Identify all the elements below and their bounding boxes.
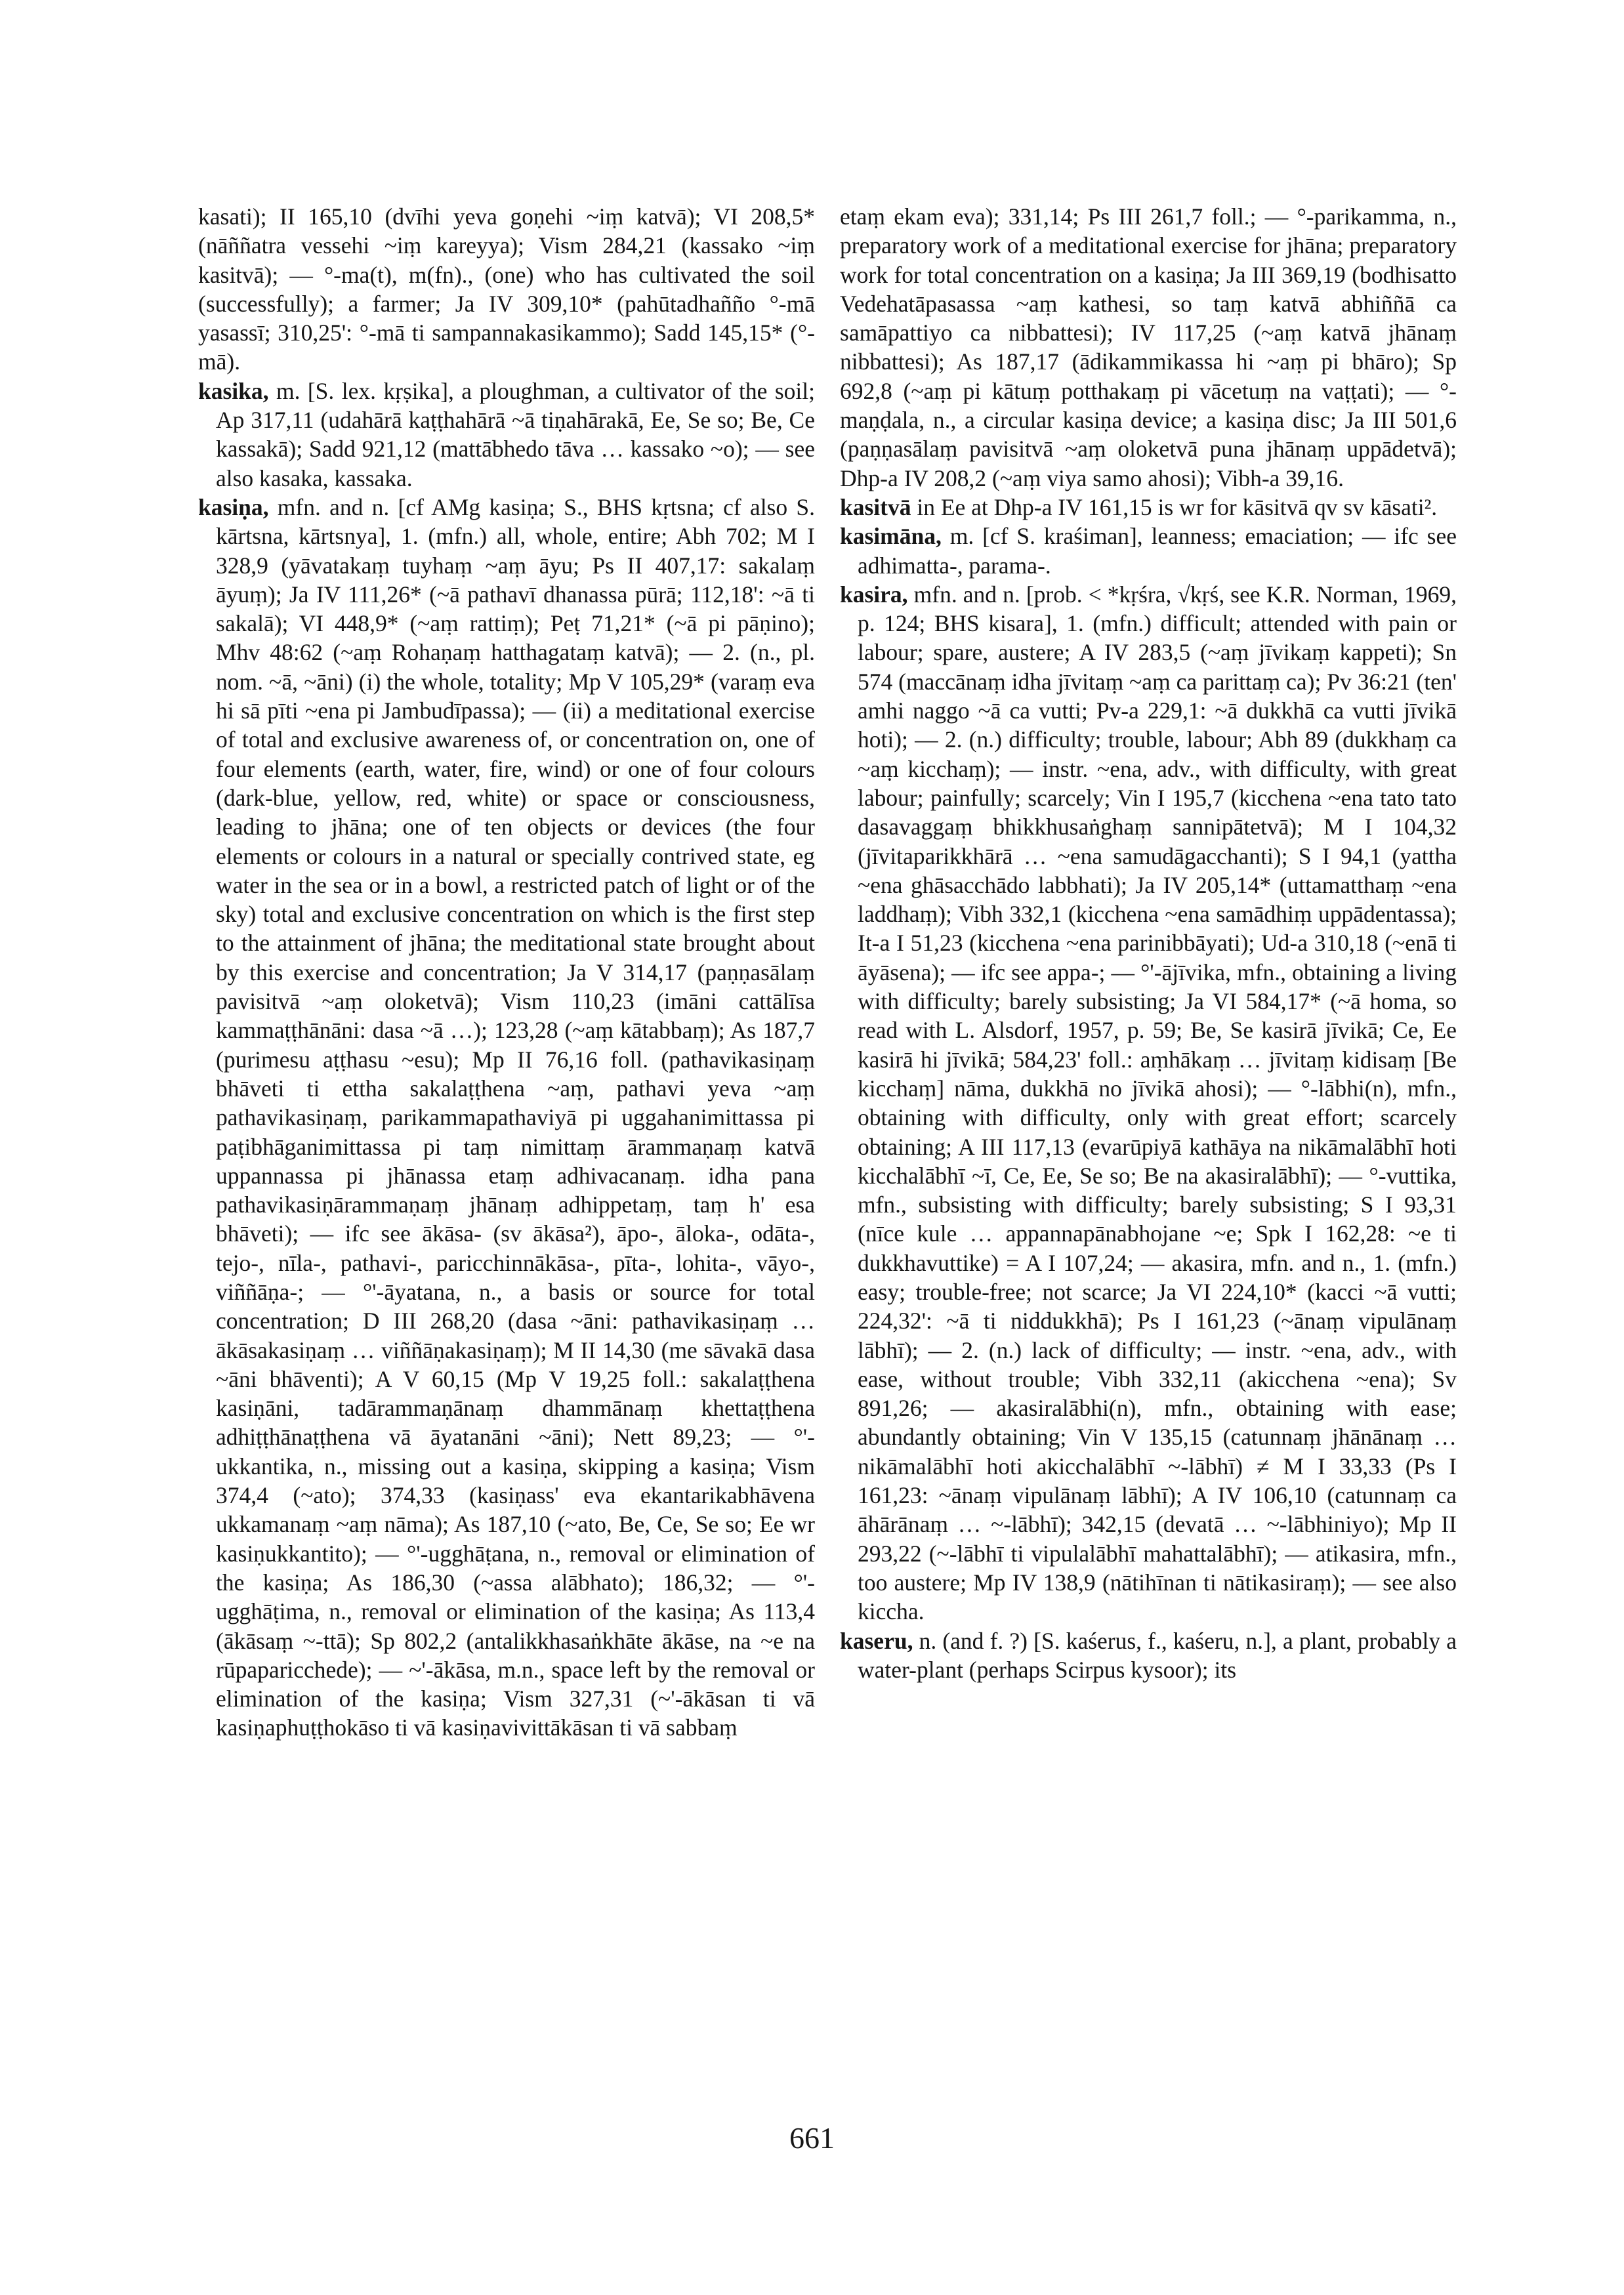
entry-text: mfn. and n. [prob. < *kṛśra, √kṛś, see K.R. Norman, 1969, p. 124; BHS kisara], 1. (mfn.) difficult; attended with pain or labour; spare, austere; A IV 283,5 (~aṃ jīvikaṃ kappeti); Sn 574 (maccānaṃ idha jīvitaṃ ~aṃ ca parittaṃ ca); Pv 36:21 (ten' amhi naggo ~ā ca vutti; Pv-a 229,1: ~ā dukkhā ca vutti jīvikā hoti); — 2. (n.) difficulty; trouble, labour; Abh 89 (dukkhaṃ ca ~aṃ kicchaṃ); — instr. ~ena, adv., with difficulty, with great labour; painfully; scarcely; Vin I 195,7 (kicchena ~ena tato tato dasavaggaṃ bhikkhusaṅghaṃ sannipātetvā); M I 104,32 (jīvitaparikkhārā … ~ena samudāgacchanti); S I 94,1 (yattha ~ena ghāsacchādo labbhati); Ja IV 205,14* (uttamatthaṃ ~ena laddhaṃ); Vibh 332,1 (kicchena ~ena samādhiṃ uppādentassa); It-a I 51,23 (kicchena ~ena parinibbāyati); Ud-a 310,18 (~enā ti āyāsena); — ifc see appa-; — °'-ājīvika, mfn., obtaining a living with difficulty; barely subsisting; Ja VI 584,17* (~ā homa, so read with L. Alsdorf, 1957, p. 59; Be, Se kasirā jīvikā; Ce, Ee kasirā hi jīvikā; 584,23' foll.: aṃhākaṃ … jīvitaṃ kidisaṃ [Be kicchaṃ] nāma, dukkhā no jīvikā ahosi); — °-lābhi(n), mfn., obtaining with difficulty, only with great effort; scarcely obtaining; A III 117,13 (evarūpiyā kathāya na nikāmalābhī hoti kicchalābhī ~ī, Ce, Ee, Se so; Be na akasiralābhī); — °-vuttika, mfn., subsisting with difficulty; barely subsisting; S I 93,31 (nīce kule … appannapānabhojane ~e; Spk I 162,28: ~e ti dukkhavuttike) = A I 107,24; — akasira, mfn. and n., 1. (mfn.) easy; trouble-free; not scarce; Ja VI 224,10* (kacci ~ā vutti; 224,32': ~ā ti niddukkhā); Ps I 161,23 (~ānaṃ vipulānaṃ lābhī); — 2. (n.) lack of difficulty; — instr. ~ena, adv., with ease, without trouble; Vibh 332,11 (akicchena ~ena); Sv 891,26; — akasiralābhi(n), mfn., obtaining with ease; abundantly obtaining; Vin V 135,15 (catunnaṃ jhānānaṃ … nikāmalābhī hoti akicchalābhī ~-lābhī) ≠ M I 33,33 (Ps I 161,23: ~ānaṃ vipulānaṃ lābhī); A IV 106,10 (catunnaṃ ca āhārānaṃ … ~-lābhī); 342,15 (devatā … ~-lābhiniyo); Mp II 293,22 (~-lābhī ti vipulalābhī mahattalābhī); — atikasira, mfn., too austere; Mp IV 138,9 (nātihīnan ti nātikasiraṃ); — see also kiccha. [858, 581, 1457, 1625]
entry-text: m. [cf S. kraśiman], leanness; emaciation; — ifc see adhimatta-, parama-. [858, 523, 1457, 579]
entry-text: m. [S. lex. kṛṣika], a ploughman, a cultivator of the soil; Ap 317,11 (udahārā kaṭṭhahārā ~ā tiṇahārakā, Ee, Se so; Be, Ce kassakā); Sadd 921,12 (mattābhedo tāva … kassako ~o); — see also kasaka, kassaka. [216, 377, 815, 491]
entry-text: kasati); II 165,10 (dvīhi yeva goṇehi ~iṃ katvā); VI 208,5* (nāññatra vessehi ~iṃ kareyya); Vism 284,21 (kassako ~iṃ kasitvā); — °-ma(t), m(fn)., (one) who has cultivated the soil (successfully); a farmer; Ja IV 309,10* (pahūtadhañño °-mā yasassī; 310,25': °-mā ti sampannakasikammo); Sadd 145,15* (°-mā). [198, 203, 815, 375]
dictionary-entry [840, 580, 1457, 1626]
entry-text: mfn. and n. [cf AMg kasiṇa; S., BHS kṛtsna; cf also S. kārtsna, kārtsnya], 1. (mfn.) all, whole, entire; Abh 702; M I 328,9 (yāvatakaṃ tuyhaṃ ~aṃ āyu; Ps II 407,17: sakalaṃ āyuṃ); Ja IV 111,26* (~ā pathavī dhanassa pūrā; 112,18': ~ā ti sakalā); VI 448,9* (~aṃ rattiṃ); Peṭ 71,21* (~ā pi pāṇino); Mhv 48:62 (~aṃ Rohaṇaṃ hatthagataṃ katvā); — 2. (n., pl. nom. ~ā, ~āni) (i) the whole, totality; Mp V 105,29* (varaṃ eva hi sā pīti ~ena pi Jambudīpassa); — (ii) a meditational exercise of total and exclusive awareness of, or concentration on, one of four elements (earth, water, fire, wind) or one of four colours (dark-blue, yellow, red, white) or space or consciousness, leading to jhāna; one of ten objects or devices (the four elements or colours in a natural or specially contrived state, eg water in the sea or in a bowl, a restricted patch of light or of the sky) total and exclusive concentration on which is the first step to the attainment of jhāna; the meditational state brought about by this exercise and concentration; Ja V 314,17 (paṇṇasālaṃ pavisitvā ~aṃ oloketvā); Vism 110,23 (imāni cattālīsa kammaṭṭhānāni: dasa ~ā …); 123,28 (~aṃ kātabbaṃ); As 187,7 (purimesu aṭṭhasu ~esu); Mp II 76,16 foll. (pathavikasiṇaṃ bhāveti ti ettha sakalaṭṭhena ~aṃ, pathavi yeva ~aṃ pathavikasiṇaṃ, parikammapathaviyā pi uggahanimittassa pi paṭibhāganimittassa pi taṃ nimittaṃ ārammaṇaṃ katvā uppannassa pi jhānassa etaṃ adhivacanaṃ. idha pana pathavikasiṇārammaṇaṃ jhānaṃ adhippetaṃ, taṃ h' esa bhāveti); — ifc see ākāsa- (sv ākāsa²), āpo-, āloka-, odāta-, tejo-, nīla-, pathavi-, paricchinnākāsa-, pīta-, lohita-, vāyo-, viññāṇa-; — °'-āyatana, n., a basis or source for total concentration; D III 268,20 (dasa ~āni: pathavikasiṇaṃ … ākāsakasiṇaṃ … viññāṇakasiṇaṃ); M II 14,30 (me sāvakā dasa ~āni bhāventi); A V 60,15 (Mp V 19,25 foll.: sakalaṭṭhena kasiṇāni, tadārammaṇānaṃ dhammānaṃ khettaṭṭhena adhiṭṭhānaṭṭhena vā āyatanāni ~āni); Nett 89,23; — °'-ukkantika, n., missing out a kasiṇa, skipping a kasiṇa; Vism 374,4 (~ato); 374,33 (kasiṇass' eva ekantarikabhāvena ukkamanaṃ ~aṃ nāma); As 187,10 (~ato, Be, Ce, Se so; Ee wr kasiṇukkantito); — °'-ugghāṭana, n., removal or elimination of the kasiṇa; As 186,30 (~assa alābhato); 186,32; — °'-ugghāṭima, n., removal or elimination of the kasiṇa; As 113,4 (ākāsaṃ ~-ttā); Sp 802,2 (antalikkhasaṅkhāte ākāse, na ~e na rūpaparicchede); — ~'-ākāsa, m.n., space left by the removal or elimination of the kasiṇa; Vism 327,31 (~'-ākāsan ti vā kasiṇaphuṭṭhokāso ti vā kasiṇavivittākāsan ti vā sabbaṃ [216, 493, 815, 1741]
dictionary-entry [840, 522, 1457, 580]
entry-headword: kasiṇa, [198, 493, 269, 520]
entry-headword: kasika, [198, 377, 269, 404]
entry-headword: kasitvā [840, 493, 911, 520]
entry-headword: kaseru, [840, 1627, 913, 1654]
entry-text: in Ee at Dhp-a IV 161,15 is wr for kāsitvā qv sv kāsati². [911, 493, 1438, 520]
page-number: 661 [789, 2121, 835, 2155]
dictionary-entry [198, 202, 815, 377]
dictionary-entry [840, 1626, 1457, 1685]
dictionary-entry [198, 493, 815, 1743]
entry-headword: kasira, [840, 581, 908, 608]
right-column [840, 202, 1457, 1684]
dictionary-entry [840, 493, 1457, 522]
dictionary-entry [198, 377, 815, 493]
entry-headword: kasimāna, [840, 523, 942, 550]
left-column [198, 202, 815, 1743]
dictionary-entry [840, 202, 1457, 493]
entry-text: n. (and f. ?) [S. kaśerus, f., kaśeru, n.], a plant, probably a water-plant (perhaps Scirpus kysoor); its [858, 1627, 1457, 1683]
entry-text: etaṃ ekam eva); 331,14; Ps III 261,7 foll.; — °-parikamma, n., preparatory work of a meditational exercise for jhāna; preparatory work for total concentration on a kasiṇa; Ja III 369,19 (bodhisatto Vedehatāpasassa ~aṃ kathesi, so taṃ katvā abhiññā ca samāpattiyo ca nibbattesi); IV 117,25 (~aṃ katvā jhānaṃ nibbattesi); As 187,17 (ādikammikassa hi ~aṃ pi bhāro); Sp 692,8 (~aṃ pi kātuṃ potthakaṃ pi vācetuṃ na vaṭṭati); — °-maṇḍala, n., a circular kasiṇa device; a kasiṇa disc; Ja III 501,6 (paṇṇasālaṃ pavisitvā ~aṃ oloketvā puna jhānaṃ uppādetvā); Dhp-a IV 208,2 (~aṃ viya samo ahosi); Vibh-a 39,16. [840, 203, 1457, 491]
